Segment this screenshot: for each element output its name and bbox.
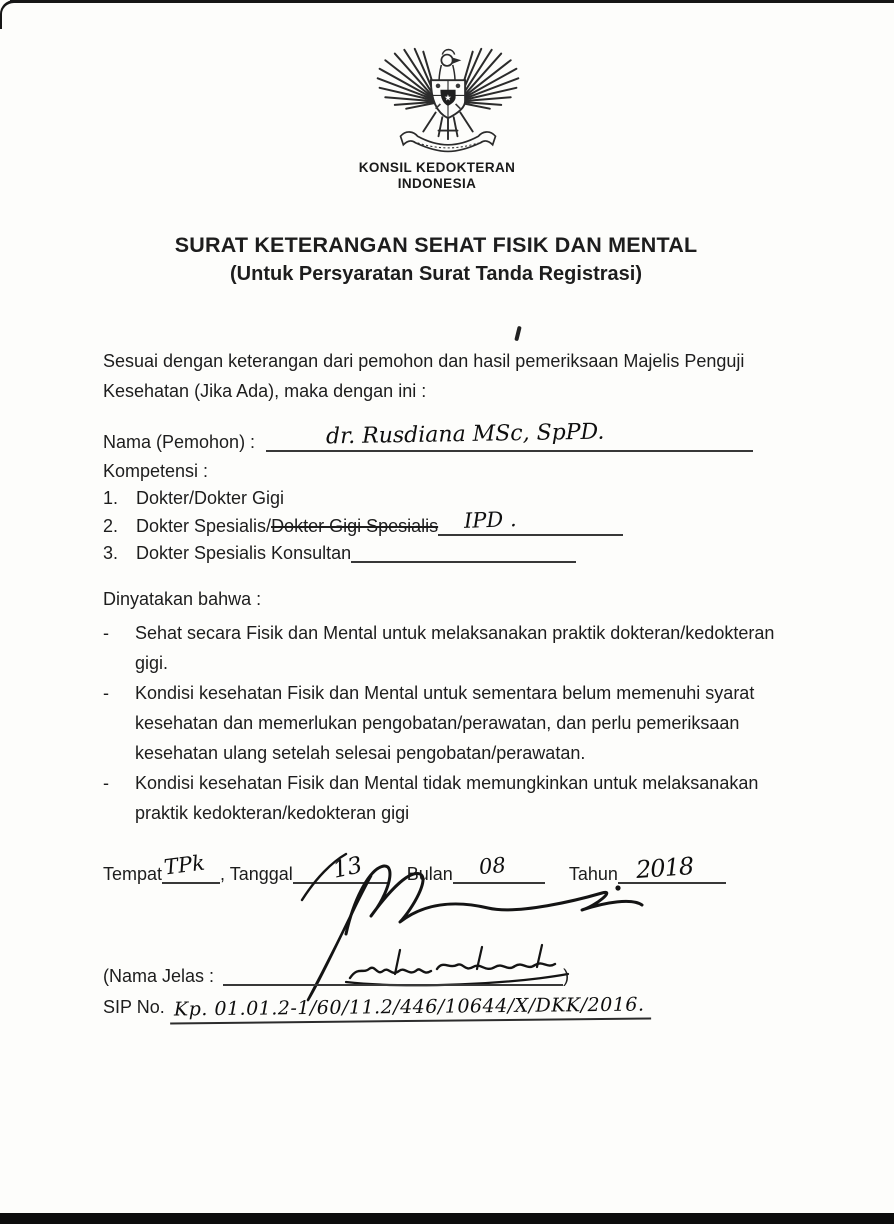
document-subtitle: (Untuk Persyaratan Surat Tanda Registrasi) [230,263,642,285]
nama-jelas-label: (Nama Jelas : [103,966,215,986]
bulan-handwritten-value: 08 [477,852,507,880]
nama-pemohon-row [103,419,753,454]
kompetensi-item-3 [103,540,576,565]
tahun-label: Tahun [568,864,618,884]
statement-item [103,678,809,768]
bullet-dash: - [103,773,109,793]
scan-stray-mark [514,326,522,342]
nama-jelas-row [103,963,569,988]
place-date-row [103,850,726,886]
bulan-field-line [453,852,545,884]
sip-handwritten-value: Kp. 01.01.2-1/60/11.2/446/10644/X/DKK/2016. [170,992,651,1024]
garuda-pancasila-emblem [372,46,524,160]
tempat-field-line [162,850,220,884]
org-name-line1: KONSIL KEDOKTERAN [358,160,516,175]
tempat-handwritten-value: TPk [162,850,207,880]
kompetensi-2-field-line [438,507,623,536]
scan-artifact-top-edge [10,0,894,3]
item-text: Dokter/Dokter Gigi [136,488,285,508]
item-text: Dokter Spesialis Konsultan [136,543,352,563]
pancasila-star-icon: ★ [444,92,452,103]
document-title: SURAT KETERANGAN SEHAT FISIK DAN MENTAL [174,233,698,257]
kompetensi-item-1 [103,486,284,510]
bullet-dash: - [103,623,109,643]
bullet-dash: - [103,683,109,703]
tempat-label: Tempat [103,864,163,884]
org-name-line2: INDONESIA [397,176,477,191]
tahun-field-line [618,852,726,884]
item-number: 1. [103,488,119,508]
sip-label: SIP No. [103,997,165,1017]
nama-pemohon-handwritten-value: dr. Rusdiana MSc, SpPD. [325,419,605,450]
statement-text: Kondisi kesehatan Fisik dan Mental untuk sementara belum memenuhi syarat kesehatan dan memerlukan pengobatan/perawatan, dan perlu pemeriksaan kesehatan ulang setelah selesai pengobatan/perawatan. [135,683,755,763]
statement-item [103,618,809,678]
scan-artifact-bottom-edge [0,1213,894,1224]
nama-pemohon-label: Nama (Pemohon) : [103,432,256,452]
bulan-label: Bulan [406,864,453,884]
kompetensi-label: Kompetensi : [103,461,209,481]
nama-pemohon-field-line [266,419,753,452]
nama-jelas-close-paren: ) [563,966,570,986]
kompetensi-2-handwritten-value: IPD . [463,507,518,533]
statement-heading: Dinyatakan bahwa : [103,589,262,609]
tahun-handwritten-value: 2018 [634,852,694,884]
statement-section [103,584,809,828]
statement-item [103,768,809,828]
tanggal-handwritten-value: 13 [330,852,365,884]
tanggal-field-line [293,852,389,884]
sip-row [103,995,650,1022]
scan-artifact-corner [0,0,24,29]
intro-paragraph: Sesuai dengan keterangan dari pemohon dan hasil pemeriksaan Majelis Penguji Kesehatan (Jika Ada), maka dengan ini : [103,351,745,401]
kompetensi-item-2 [103,507,623,538]
statement-text: Kondisi kesehatan Fisik dan Mental tidak memungkinkan untuk melaksanakan praktik kedokteran/kedokteran gigi [135,773,759,823]
item-number: 2. [103,516,119,536]
nama-jelas-field-line [223,963,563,986]
statement-text: Sehat secara Fisik dan Mental untuk melaksanakan praktik dokteran/kedokteran gigi. [135,623,775,673]
kompetensi-3-field-line [351,540,576,563]
item-text: Dokter Spesialis/ [136,516,272,536]
tanggal-label: , Tanggal [220,864,293,884]
item-text-struckthrough: Dokter Gigi Spesialis [271,516,439,536]
item-number: 3. [103,543,119,563]
